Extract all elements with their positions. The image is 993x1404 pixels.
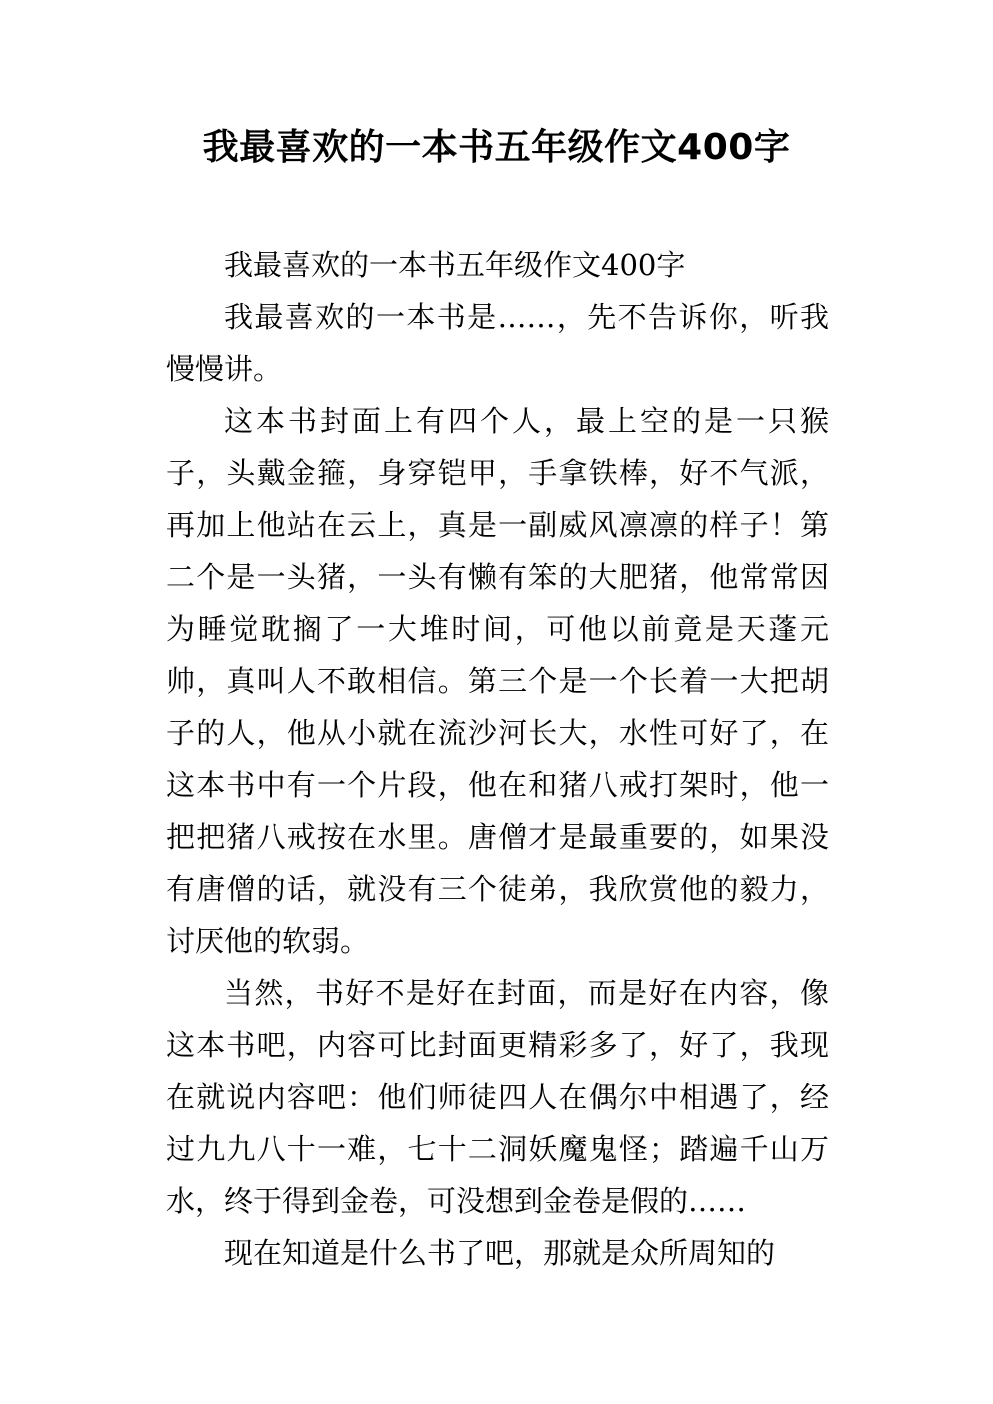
document-title: 我最喜欢的一本书五年级作文400字 [202, 127, 791, 168]
body-paragraph-cover: 这本书封面上有四个人，最上空的是一只猴子，头戴金箍，身穿铠甲，手拿铁棒，好不气派，再加上他站在云上，真是一副威风凛凛的样子！第二个是一头猪，一头有懒有笨的大肥猪，他常常因为睡觉耽搁了一大堆时间，可他以前竟是天蓬元帅，真叫人不敢相信。第三个是一个长着一大把胡子的人，他从小就在流沙河长大，水性可好了，在这本书中有一个片段，他在和猪八戒打架时，他一把把猪八戒按在水里。唐僧才是最重要的，如果没有唐僧的话，就没有三个徒弟，我欣赏他的毅力，讨厌他的软弱。 [166, 404, 829, 958]
body-paragraph-intro: 我最喜欢的一本书是……，先不告诉你，听我慢慢讲。 [166, 300, 829, 386]
body-paragraph-conclusion: 现在知道是什么书了吧，那就是众所周知的 [224, 1236, 776, 1270]
document-body [166, 239, 829, 1279]
body-paragraph-heading: 我最喜欢的一本书五年级作文400字 [224, 248, 686, 282]
body-paragraph-content: 当然，书好不是好在封面，而是好在内容，像这本书吧，内容可比封面更精彩多了，好了，我现在就说内容吧：他们师徒四人在偶尔中相遇了，经过九九八十一难，七十二洞妖魔鬼怪；踏遍千山万水，终于得到金卷，可没想到金卷是假的…… [166, 976, 829, 1218]
